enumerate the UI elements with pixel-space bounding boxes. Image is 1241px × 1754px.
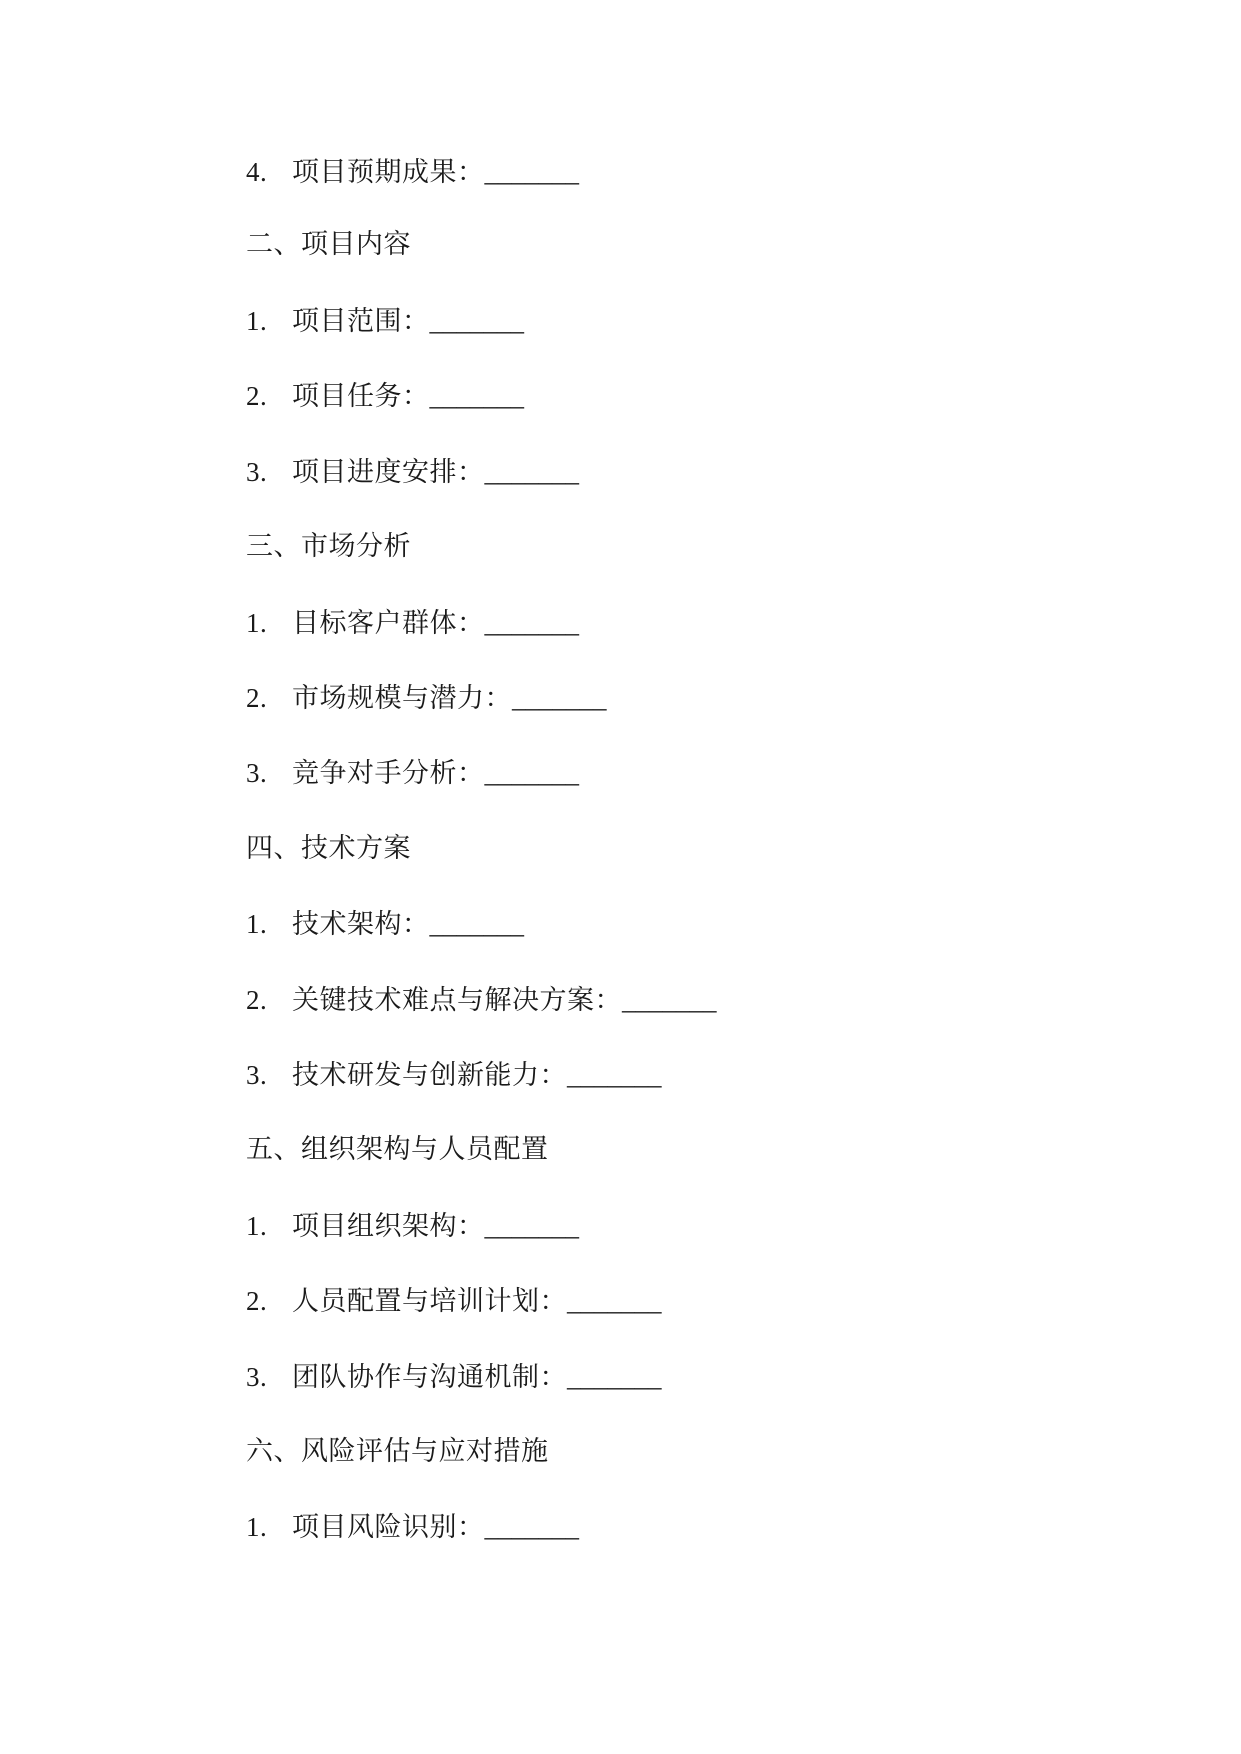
fill-in-blank: _______ — [484, 608, 579, 638]
item-label: 竞争对手分析： — [292, 758, 485, 789]
fill-in-blank: _______ — [567, 1362, 662, 1392]
item-number: 3. — [246, 758, 268, 788]
item-label: 市场规模与潜力： — [292, 683, 512, 714]
section-heading-market-analysis — [246, 527, 411, 567]
item-label: 技术架构： — [292, 909, 430, 940]
item-number: 1. — [246, 608, 268, 638]
fill-in-blank: _______ — [484, 157, 579, 187]
item-number: 3. — [246, 1060, 268, 1090]
fill-in-blank: _______ — [429, 909, 524, 939]
section-heading-risk-assessment — [246, 1432, 549, 1472]
section-heading: 三、市场分析 — [246, 531, 411, 562]
fill-in-blank: _______ — [567, 1286, 662, 1316]
list-item-org-structure — [246, 1206, 579, 1246]
list-item-risk-identification — [246, 1507, 579, 1547]
item-number: 4. — [246, 157, 268, 187]
list-item-tech-architecture — [246, 904, 524, 944]
list-item-staffing-training — [246, 1281, 662, 1321]
item-number: 1. — [246, 1512, 268, 1542]
item-number: 2. — [246, 1286, 268, 1316]
item-number: 2. — [246, 683, 268, 713]
fill-in-blank: _______ — [429, 381, 524, 411]
section-heading-technical-plan — [246, 829, 411, 869]
list-item-rnd-innovation — [246, 1055, 662, 1095]
item-number: 3. — [246, 1362, 268, 1392]
item-number: 1. — [246, 306, 268, 336]
section-heading-project-content — [246, 225, 411, 265]
section-heading-organization — [246, 1130, 549, 1170]
item-label: 项目风险识别： — [292, 1512, 485, 1543]
item-label: 项目进度安排： — [292, 457, 485, 488]
item-number: 3. — [246, 457, 268, 487]
item-label: 项目组织架构： — [292, 1211, 485, 1242]
fill-in-blank: _______ — [484, 1211, 579, 1241]
list-item-market-size — [246, 678, 607, 718]
list-item-project-tasks — [246, 376, 524, 416]
item-number: 1. — [246, 1211, 268, 1241]
fill-in-blank: _______ — [622, 985, 717, 1015]
item-number: 1. — [246, 909, 268, 939]
fill-in-blank: _______ — [512, 683, 607, 713]
item-label: 人员配置与培训计划： — [292, 1286, 567, 1317]
list-item-team-collaboration — [246, 1357, 662, 1397]
list-item-target-customers — [246, 603, 579, 643]
list-item-competitor-analysis — [246, 753, 579, 793]
fill-in-blank: _______ — [484, 1512, 579, 1542]
fill-in-blank: _______ — [484, 758, 579, 788]
item-label: 目标客户群体： — [292, 608, 485, 639]
section-heading: 二、项目内容 — [246, 229, 411, 260]
item-number: 2. — [246, 381, 268, 411]
fill-in-blank: _______ — [484, 457, 579, 487]
list-item-key-tech-difficulties — [246, 980, 717, 1020]
list-item-project-scope — [246, 301, 524, 341]
item-label: 项目预期成果： — [292, 157, 485, 188]
item-label: 技术研发与创新能力： — [292, 1060, 567, 1091]
item-label: 项目范围： — [292, 306, 430, 337]
item-label: 关键技术难点与解决方案： — [292, 985, 622, 1016]
section-heading: 五、组织架构与人员配置 — [246, 1134, 549, 1165]
item-label: 团队协作与沟通机制： — [292, 1362, 567, 1393]
item-label: 项目任务： — [292, 381, 430, 412]
list-item-expected-results — [246, 152, 579, 192]
fill-in-blank: _______ — [429, 306, 524, 336]
fill-in-blank: _______ — [567, 1060, 662, 1090]
item-number: 2. — [246, 985, 268, 1015]
section-heading: 四、技术方案 — [246, 833, 411, 864]
section-heading: 六、风险评估与应对措施 — [246, 1436, 549, 1467]
list-item-schedule — [246, 452, 579, 492]
